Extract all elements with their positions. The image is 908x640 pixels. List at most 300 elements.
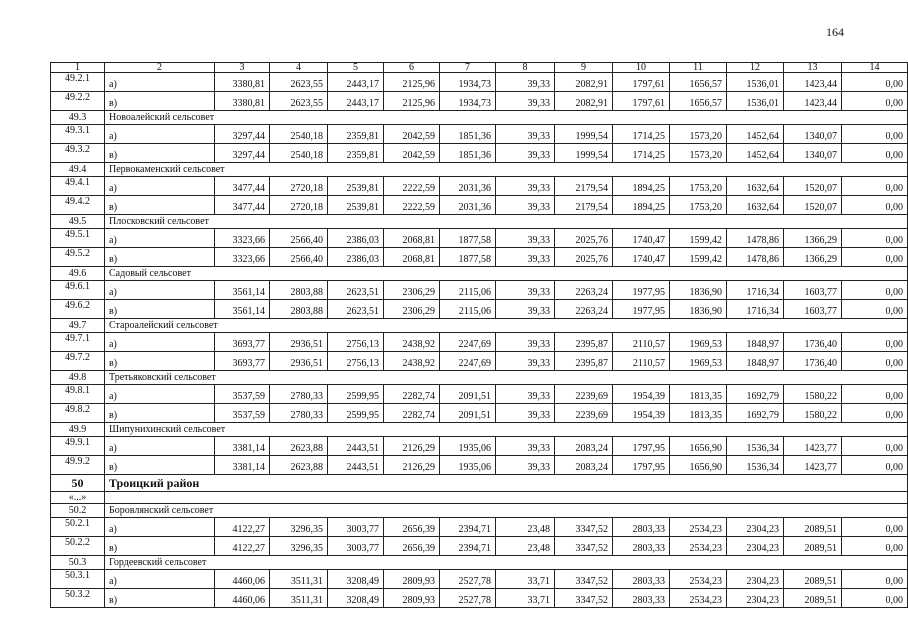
- row-label-cell: а): [105, 177, 215, 196]
- value-cell: 3208,49: [328, 589, 384, 608]
- value-cell: 2780,33: [270, 404, 328, 423]
- row-label-cell: а): [105, 437, 215, 456]
- row-label-cell: в): [105, 589, 215, 608]
- value-cell: 1797,61: [613, 92, 670, 111]
- value-cell: 3296,35: [270, 537, 328, 556]
- value-cell: 2534,23: [670, 518, 727, 537]
- value-cell: 1603,77: [784, 300, 842, 319]
- value-cell: 2438,92: [384, 352, 440, 371]
- section-name-cell: Третьяковский сельсовет: [105, 371, 908, 385]
- row-label-cell: а): [105, 73, 215, 92]
- ellipsis-cell: «...»: [51, 492, 105, 504]
- value-cell: 2720,18: [270, 196, 328, 215]
- row-label-cell: в): [105, 537, 215, 556]
- table-row: [51, 537, 908, 556]
- value-cell: 2263,24: [555, 300, 613, 319]
- value-cell: 2304,23: [727, 518, 784, 537]
- value-cell: 2091,51: [440, 404, 496, 423]
- table-row: [51, 248, 908, 267]
- value-cell: 2623,51: [328, 281, 384, 300]
- value-cell: 2803,33: [613, 589, 670, 608]
- value-cell: 1716,34: [727, 281, 784, 300]
- value-cell: 1797,61: [613, 73, 670, 92]
- header-cell: 14: [842, 63, 908, 73]
- section-row: [51, 267, 908, 281]
- value-cell: 1573,20: [670, 144, 727, 163]
- value-cell: 2306,29: [384, 281, 440, 300]
- value-cell: 1478,86: [727, 248, 784, 267]
- value-cell: 2179,54: [555, 177, 613, 196]
- value-cell: 2247,69: [440, 333, 496, 352]
- value-cell: 1423,44: [784, 92, 842, 111]
- value-cell: 2304,23: [727, 537, 784, 556]
- value-cell: 2239,69: [555, 404, 613, 423]
- section-name-cell: Садовый сельсовет: [105, 267, 908, 281]
- row-label-cell: в): [105, 196, 215, 215]
- value-cell: 3380,81: [215, 92, 270, 111]
- value-cell: 2082,91: [555, 92, 613, 111]
- value-cell: 39,33: [496, 92, 555, 111]
- row-label-cell: в): [105, 144, 215, 163]
- value-cell: 2089,51: [784, 570, 842, 589]
- value-cell: 2083,24: [555, 456, 613, 475]
- value-cell: 2599,95: [328, 404, 384, 423]
- value-cell: 3477,44: [215, 196, 270, 215]
- value-cell: 2566,40: [270, 248, 328, 267]
- value-cell: 1452,64: [727, 144, 784, 163]
- value-cell: 2623,51: [328, 300, 384, 319]
- value-cell: 1716,34: [727, 300, 784, 319]
- header-cell: 5: [328, 63, 384, 73]
- value-cell: 1366,29: [784, 248, 842, 267]
- header-cell: 2: [105, 63, 215, 73]
- row-label-cell: в): [105, 352, 215, 371]
- value-cell: 2936,51: [270, 352, 328, 371]
- value-cell: 1969,53: [670, 333, 727, 352]
- value-cell: 1340,07: [784, 125, 842, 144]
- value-cell: 2540,18: [270, 125, 328, 144]
- value-cell: 2539,81: [328, 196, 384, 215]
- value-cell: 3511,31: [270, 589, 328, 608]
- table-row: [51, 404, 908, 423]
- value-cell: 2115,06: [440, 300, 496, 319]
- row-label-cell: а): [105, 281, 215, 300]
- value-cell: 0,00: [842, 177, 908, 196]
- value-cell: 39,33: [496, 248, 555, 267]
- section-name-cell: Шипунихинский сельсовет: [105, 423, 908, 437]
- value-cell: 1536,01: [727, 92, 784, 111]
- value-cell: 2443,17: [328, 73, 384, 92]
- header-cell: 6: [384, 63, 440, 73]
- value-cell: 3347,52: [555, 537, 613, 556]
- value-cell: 3511,31: [270, 570, 328, 589]
- value-cell: 0,00: [842, 404, 908, 423]
- row-code-cell: 49.2.2: [51, 92, 105, 111]
- table-row: [51, 589, 908, 608]
- row-code-cell: 49.6.2: [51, 300, 105, 319]
- value-cell: 1753,20: [670, 177, 727, 196]
- value-cell: 2263,24: [555, 281, 613, 300]
- row-label-cell: а): [105, 385, 215, 404]
- value-cell: 2540,18: [270, 144, 328, 163]
- value-cell: 2025,76: [555, 229, 613, 248]
- value-cell: 2089,51: [784, 589, 842, 608]
- value-cell: 2068,81: [384, 229, 440, 248]
- section-code-cell: 49.6: [51, 267, 105, 281]
- value-cell: 1954,39: [613, 385, 670, 404]
- value-cell: 0,00: [842, 385, 908, 404]
- value-cell: 2082,91: [555, 73, 613, 92]
- value-cell: 1599,42: [670, 248, 727, 267]
- table-row: [51, 177, 908, 196]
- table-row: [51, 456, 908, 475]
- value-cell: 1423,77: [784, 437, 842, 456]
- row-label-cell: а): [105, 229, 215, 248]
- table-row: [51, 570, 908, 589]
- row-label-cell: в): [105, 404, 215, 423]
- table-row: [51, 437, 908, 456]
- value-cell: 1935,06: [440, 456, 496, 475]
- value-cell: 23,48: [496, 518, 555, 537]
- value-cell: 39,33: [496, 196, 555, 215]
- value-cell: 2534,23: [670, 589, 727, 608]
- row-code-cell: 49.8.1: [51, 385, 105, 404]
- row-code-cell: 49.5.2: [51, 248, 105, 267]
- row-code-cell: 49.7.2: [51, 352, 105, 371]
- row-label-cell: в): [105, 300, 215, 319]
- value-cell: 3297,44: [215, 125, 270, 144]
- value-cell: 2222,59: [384, 177, 440, 196]
- section-code-cell: 49.5: [51, 215, 105, 229]
- value-cell: 1934,73: [440, 92, 496, 111]
- header-cell: 3: [215, 63, 270, 73]
- value-cell: 1632,64: [727, 177, 784, 196]
- value-cell: 0,00: [842, 144, 908, 163]
- value-cell: 2394,71: [440, 518, 496, 537]
- value-cell: 0,00: [842, 437, 908, 456]
- value-cell: 1851,36: [440, 125, 496, 144]
- value-cell: 3208,49: [328, 570, 384, 589]
- value-cell: 4460,06: [215, 570, 270, 589]
- value-cell: 2386,03: [328, 229, 384, 248]
- value-cell: 0,00: [842, 92, 908, 111]
- value-cell: 2438,92: [384, 333, 440, 352]
- value-cell: 3347,52: [555, 518, 613, 537]
- value-cell: 3323,66: [215, 248, 270, 267]
- row-code-cell: 49.7.1: [51, 333, 105, 352]
- value-cell: 2031,36: [440, 196, 496, 215]
- value-cell: 2395,87: [555, 333, 613, 352]
- value-cell: 1797,95: [613, 437, 670, 456]
- value-cell: 1877,58: [440, 229, 496, 248]
- value-cell: 1954,39: [613, 404, 670, 423]
- value-cell: 2068,81: [384, 248, 440, 267]
- row-code-cell: 49.4.1: [51, 177, 105, 196]
- value-cell: 2091,51: [440, 385, 496, 404]
- section-name-cell: Староалейский сельсовет: [105, 319, 908, 333]
- value-cell: 2282,74: [384, 385, 440, 404]
- value-cell: 1848,97: [727, 352, 784, 371]
- value-cell: 1340,07: [784, 144, 842, 163]
- value-cell: 1736,40: [784, 352, 842, 371]
- value-cell: 2803,33: [613, 537, 670, 556]
- value-cell: 2756,13: [328, 352, 384, 371]
- value-cell: 2656,39: [384, 537, 440, 556]
- row-code-cell: 50.3.1: [51, 570, 105, 589]
- header-cell: 1: [51, 63, 105, 73]
- value-cell: 3323,66: [215, 229, 270, 248]
- value-cell: 1692,79: [727, 404, 784, 423]
- value-cell: 1740,47: [613, 229, 670, 248]
- value-cell: 0,00: [842, 125, 908, 144]
- section-code-cell: 49.4: [51, 163, 105, 177]
- value-cell: 2623,88: [270, 437, 328, 456]
- row-code-cell: 49.9.2: [51, 456, 105, 475]
- section-row: [51, 215, 908, 229]
- value-cell: 33,71: [496, 570, 555, 589]
- value-cell: 2222,59: [384, 196, 440, 215]
- value-cell: 0,00: [842, 300, 908, 319]
- value-cell: 1999,54: [555, 144, 613, 163]
- district-row: [51, 475, 908, 492]
- table-row: [51, 144, 908, 163]
- value-cell: 39,33: [496, 281, 555, 300]
- value-cell: 4460,06: [215, 589, 270, 608]
- value-cell: 0,00: [842, 196, 908, 215]
- value-cell: 1632,64: [727, 196, 784, 215]
- value-cell: 2359,81: [328, 144, 384, 163]
- header-cell: 9: [555, 63, 613, 73]
- value-cell: 1656,90: [670, 456, 727, 475]
- value-cell: 3381,14: [215, 437, 270, 456]
- value-cell: 2443,17: [328, 92, 384, 111]
- value-cell: 1977,95: [613, 281, 670, 300]
- table-row: [51, 92, 908, 111]
- value-cell: 4122,27: [215, 537, 270, 556]
- value-cell: 2527,78: [440, 589, 496, 608]
- value-cell: 1813,35: [670, 385, 727, 404]
- value-cell: 2179,54: [555, 196, 613, 215]
- value-cell: 1580,22: [784, 404, 842, 423]
- value-cell: 0,00: [842, 281, 908, 300]
- value-cell: 1836,90: [670, 281, 727, 300]
- value-cell: 2025,76: [555, 248, 613, 267]
- header-cell: 13: [784, 63, 842, 73]
- table-row: [51, 352, 908, 371]
- table-row: [51, 73, 908, 92]
- value-cell: 0,00: [842, 248, 908, 267]
- value-cell: 2304,23: [727, 589, 784, 608]
- value-cell: 2534,23: [670, 570, 727, 589]
- value-cell: 39,33: [496, 177, 555, 196]
- value-cell: 0,00: [842, 537, 908, 556]
- value-cell: 2126,29: [384, 456, 440, 475]
- value-cell: 1452,64: [727, 125, 784, 144]
- tariff-table: [50, 62, 908, 608]
- value-cell: 1603,77: [784, 281, 842, 300]
- empty-cell: [105, 492, 908, 504]
- value-cell: 39,33: [496, 352, 555, 371]
- value-cell: 1934,73: [440, 73, 496, 92]
- value-cell: 2395,87: [555, 352, 613, 371]
- value-cell: 2089,51: [784, 537, 842, 556]
- value-cell: 1848,97: [727, 333, 784, 352]
- section-name-cell: Гордеевский сельсовет: [105, 556, 908, 570]
- value-cell: 2803,33: [613, 518, 670, 537]
- row-code-cell: 49.8.2: [51, 404, 105, 423]
- row-code-cell: 49.4.2: [51, 196, 105, 215]
- value-cell: 1536,34: [727, 456, 784, 475]
- row-code-cell: 49.3.1: [51, 125, 105, 144]
- section-code-cell: 49.9: [51, 423, 105, 437]
- row-code-cell: 49.6.1: [51, 281, 105, 300]
- value-cell: 1656,57: [670, 73, 727, 92]
- value-cell: 2239,69: [555, 385, 613, 404]
- value-cell: 3477,44: [215, 177, 270, 196]
- section-row: [51, 163, 908, 177]
- value-cell: 2527,78: [440, 570, 496, 589]
- value-cell: 2125,96: [384, 73, 440, 92]
- value-cell: 33,71: [496, 589, 555, 608]
- value-cell: 0,00: [842, 352, 908, 371]
- value-cell: 0,00: [842, 73, 908, 92]
- value-cell: 0,00: [842, 229, 908, 248]
- section-name-cell: Боровлянский сельсовет: [105, 504, 908, 518]
- value-cell: 1423,44: [784, 73, 842, 92]
- value-cell: 3003,77: [328, 518, 384, 537]
- value-cell: 1520,07: [784, 177, 842, 196]
- table-row: [51, 518, 908, 537]
- value-cell: 2599,95: [328, 385, 384, 404]
- value-cell: 1536,34: [727, 437, 784, 456]
- value-cell: 1977,95: [613, 300, 670, 319]
- value-cell: 1714,25: [613, 125, 670, 144]
- value-cell: 2803,88: [270, 281, 328, 300]
- value-cell: 2566,40: [270, 229, 328, 248]
- value-cell: 1692,79: [727, 385, 784, 404]
- table-row: [51, 125, 908, 144]
- value-cell: 2720,18: [270, 177, 328, 196]
- table-row: [51, 196, 908, 215]
- value-cell: 39,33: [496, 144, 555, 163]
- value-cell: 2803,33: [613, 570, 670, 589]
- value-cell: 3561,14: [215, 300, 270, 319]
- row-code-cell: 49.2.1: [51, 73, 105, 92]
- value-cell: 1999,54: [555, 125, 613, 144]
- table-row: [51, 333, 908, 352]
- value-cell: 39,33: [496, 229, 555, 248]
- row-code-cell: 49.3.2: [51, 144, 105, 163]
- section-name-cell: Первокаменский сельсовет: [105, 163, 908, 177]
- value-cell: 3693,77: [215, 333, 270, 352]
- section-code-cell: 50.2: [51, 504, 105, 518]
- row-label-cell: а): [105, 570, 215, 589]
- header-cell: 7: [440, 63, 496, 73]
- value-cell: 1797,95: [613, 456, 670, 475]
- section-row: [51, 371, 908, 385]
- value-cell: 2394,71: [440, 537, 496, 556]
- value-cell: 1656,57: [670, 92, 727, 111]
- value-cell: 1423,77: [784, 456, 842, 475]
- row-code-cell: 49.9.1: [51, 437, 105, 456]
- value-cell: 1851,36: [440, 144, 496, 163]
- value-cell: 2115,06: [440, 281, 496, 300]
- section-code-cell: 49.8: [51, 371, 105, 385]
- row-code-cell: 50.3.2: [51, 589, 105, 608]
- value-cell: 2780,33: [270, 385, 328, 404]
- value-cell: 3537,59: [215, 404, 270, 423]
- value-cell: 1813,35: [670, 404, 727, 423]
- value-cell: 39,33: [496, 333, 555, 352]
- value-cell: 39,33: [496, 456, 555, 475]
- value-cell: 2443,51: [328, 437, 384, 456]
- value-cell: 3380,81: [215, 73, 270, 92]
- header-cell: 4: [270, 63, 328, 73]
- value-cell: 2282,74: [384, 404, 440, 423]
- value-cell: 39,33: [496, 385, 555, 404]
- row-code-cell: 50.2.1: [51, 518, 105, 537]
- section-name-cell: Новоалейский сельсовет: [105, 111, 908, 125]
- value-cell: 4122,27: [215, 518, 270, 537]
- value-cell: 1877,58: [440, 248, 496, 267]
- value-cell: 3003,77: [328, 537, 384, 556]
- header-cell: 10: [613, 63, 670, 73]
- value-cell: 2042,59: [384, 144, 440, 163]
- section-name-cell: Троицкий район: [105, 475, 908, 492]
- value-cell: 2126,29: [384, 437, 440, 456]
- header-cell: 12: [727, 63, 784, 73]
- value-cell: 2656,39: [384, 518, 440, 537]
- value-cell: 2809,93: [384, 570, 440, 589]
- value-cell: 0,00: [842, 333, 908, 352]
- value-cell: 0,00: [842, 518, 908, 537]
- section-row: [51, 556, 908, 570]
- value-cell: 3561,14: [215, 281, 270, 300]
- value-cell: 2623,88: [270, 456, 328, 475]
- value-cell: 3537,59: [215, 385, 270, 404]
- value-cell: 2936,51: [270, 333, 328, 352]
- value-cell: 2125,96: [384, 92, 440, 111]
- value-cell: 2443,51: [328, 456, 384, 475]
- value-cell: 1935,06: [440, 437, 496, 456]
- section-row: [51, 423, 908, 437]
- value-cell: 1736,40: [784, 333, 842, 352]
- value-cell: 3381,14: [215, 456, 270, 475]
- value-cell: 3347,52: [555, 570, 613, 589]
- value-cell: 1656,90: [670, 437, 727, 456]
- value-cell: 3296,35: [270, 518, 328, 537]
- value-cell: 2756,13: [328, 333, 384, 352]
- value-cell: 2042,59: [384, 125, 440, 144]
- value-cell: 2386,03: [328, 248, 384, 267]
- value-cell: 2031,36: [440, 177, 496, 196]
- value-cell: 1969,53: [670, 352, 727, 371]
- value-cell: 1520,07: [784, 196, 842, 215]
- value-cell: 1478,86: [727, 229, 784, 248]
- row-label-cell: в): [105, 248, 215, 267]
- value-cell: 0,00: [842, 570, 908, 589]
- value-cell: 2359,81: [328, 125, 384, 144]
- value-cell: 1573,20: [670, 125, 727, 144]
- row-label-cell: в): [105, 456, 215, 475]
- value-cell: 1894,25: [613, 196, 670, 215]
- page-number: 164: [826, 25, 844, 39]
- section-code-cell: 50: [51, 475, 105, 492]
- value-cell: 0,00: [842, 456, 908, 475]
- value-cell: 1836,90: [670, 300, 727, 319]
- ellipsis-row: [51, 492, 908, 504]
- value-cell: 1740,47: [613, 248, 670, 267]
